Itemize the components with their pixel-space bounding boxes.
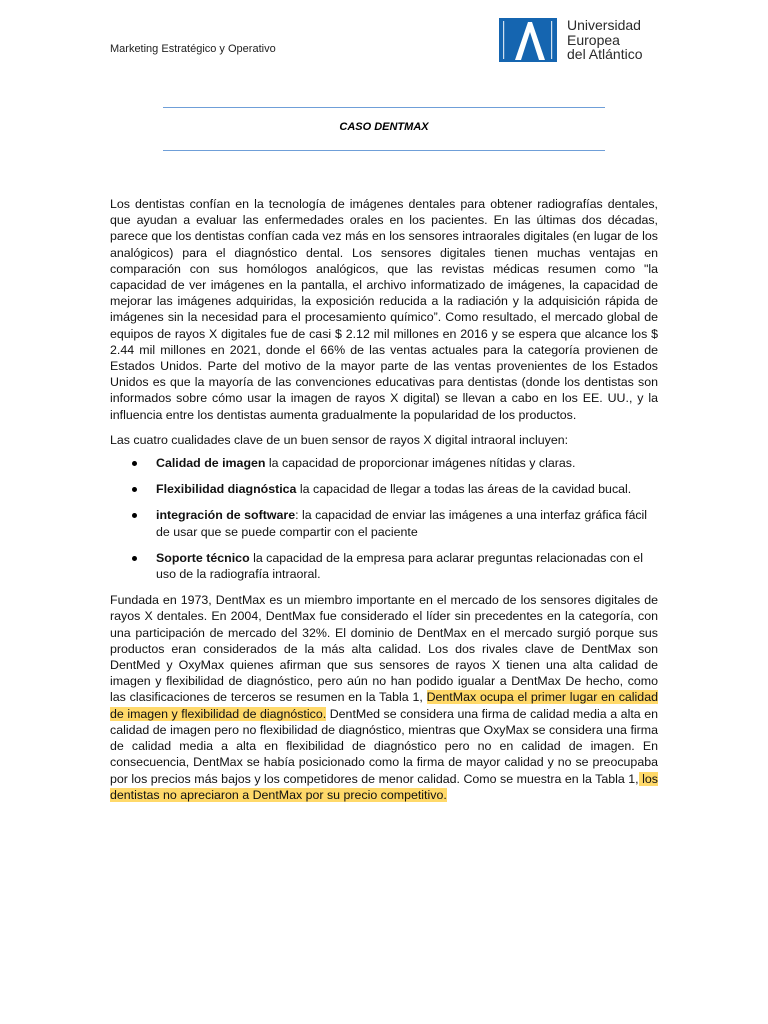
logo-line-1: Universidad <box>567 17 641 33</box>
highlighted-text: DentMax ocupa el primer lugar en calidad de imagen y flexibilidad de diagnóstico. <box>110 690 658 721</box>
course-header: Marketing Estratégico y Operativo <box>110 43 276 55</box>
logo-line-2: Europea <box>567 31 620 48</box>
paragraph-qualities-intro: Las cuatro cualidades clave de un buen sensor de rayos X digital intraoral incluyen: <box>110 432 569 447</box>
list-item-term: Soporte técnico <box>156 550 250 565</box>
list-item-text: la capacidad de llegar a todas las áreas de la cavidad bucal. <box>296 482 632 497</box>
bullet-icon <box>132 461 137 466</box>
university-name <box>567 18 657 62</box>
document-body <box>110 196 658 812</box>
title-rule-top <box>163 107 605 108</box>
highlighted-text: los dentistas no apreciaron a DentMax por su precio competitivo. <box>110 771 658 802</box>
list-item-text: : la capacidad de enviar las imágenes a una interfaz gráfica fácil de usar que se puede compartir con el paciente <box>156 508 648 539</box>
paragraph-intro: Los dentistas confían en la tecnología de imágenes dentales para obtener radiografías dentales, que ayudan a evaluar las enfermedades orales en los pacientes. En las últimas dos décadas, parece que los dentistas confían cada vez más en los sensores intraorales digitales (en lugar de los analógicos) para el diagnóstico dental. Los sensores digitales tienen muchas ventajas en comparación con sus homólogos analógicos, que las revistas médicas resumen como "la capacidad de ver imágenes en la pantalla, el archivo informatizado de imágenes, la capacidad de mejorar las imágenes adquiridas, la exposición reducida a la radiación y la adquisición rápida de imágenes sin la necesidad para el procesamiento químico”. Como resultado, el mercado global de equipos de rayos X digitales fue de casi $ 2.12 mil millones en 2016 y se espera que alcance los $ 2.44 mil millones en 2021, donde el 66% de las ventas actuales para la categoría provienen de Estados Unidos. Parte del motivo de la mayor parte de las ventas provenientes de los Estados Unidos es que la mayoría de las convenciones educativas para dentistas (donde los dentistas son informados sobre cómo usar la imagen de rayos X digital) se llevan a cabo en los EE. UU., y la influencia entre los dentistas aumenta gradualmente la popularidad de los productos. <box>110 197 658 422</box>
list-item <box>110 507 658 539</box>
list-item <box>110 455 658 471</box>
list-item <box>110 550 658 582</box>
uneatlantico-logo-icon <box>499 18 557 62</box>
title-rule-bottom <box>163 150 605 151</box>
list-item-term: Flexibilidad diagnóstica <box>156 482 297 497</box>
list-item-term: Calidad de imagen <box>156 456 266 471</box>
bullet-icon <box>132 556 137 561</box>
list-item <box>110 481 658 497</box>
list-item-term: integración de software <box>156 508 296 523</box>
paragraph-text: Fundada en 1973, DentMax es un miembro importante en el mercado de los sensores digitales de rayos X dentales. En 2004, DentMax fue considerado el líder sin precedentes en la categoría, con una participación de mercado del 32%. El dominio de DentMax en el mercado surgió porque sus productos eran considerados de la más alta calidad. Los dos rivales clave de DentMax son DentMed y OxyMax quienes afirman que sus sensores de rayos X tienen una alta calidad de imagen y flexibilidad de diagnóstico, pero aún no han podido igualar a DentMax De hecho, como las clasificaciones de terceros se resumen en la Tabla 1, <box>110 593 658 705</box>
paragraph-dentmax <box>110 592 658 803</box>
document-title: CASO DENTMAX <box>339 121 429 133</box>
list-item-text: la capacidad de la empresa para aclarar preguntas relacionadas con el uso de la radiografía intraoral. <box>156 550 643 582</box>
bullet-icon <box>132 513 137 518</box>
university-logo <box>499 18 647 64</box>
list-item-text: la capacidad de proporcionar imágenes nítidas y claras. <box>265 456 576 471</box>
paragraph-text: DentMed se considera una firma de calidad media a alta en calidad de imagen pero no flexibilidad de diagnóstico, mientras que OxyMax se considera una firma de calidad media a alta en flexibilidad de diagnóstico pero no en calidad de imagen. En consecuencia, DentMax se había posicionado como la firma de mayor calidad y no se preocupaba por los precios más bajos y los competidores de menor calidad. Como se muestra en la Tabla 1, <box>110 706 658 786</box>
bullet-icon <box>132 487 137 492</box>
logo-line-3: del Atlántico <box>567 46 643 62</box>
qualities-list <box>110 455 658 582</box>
